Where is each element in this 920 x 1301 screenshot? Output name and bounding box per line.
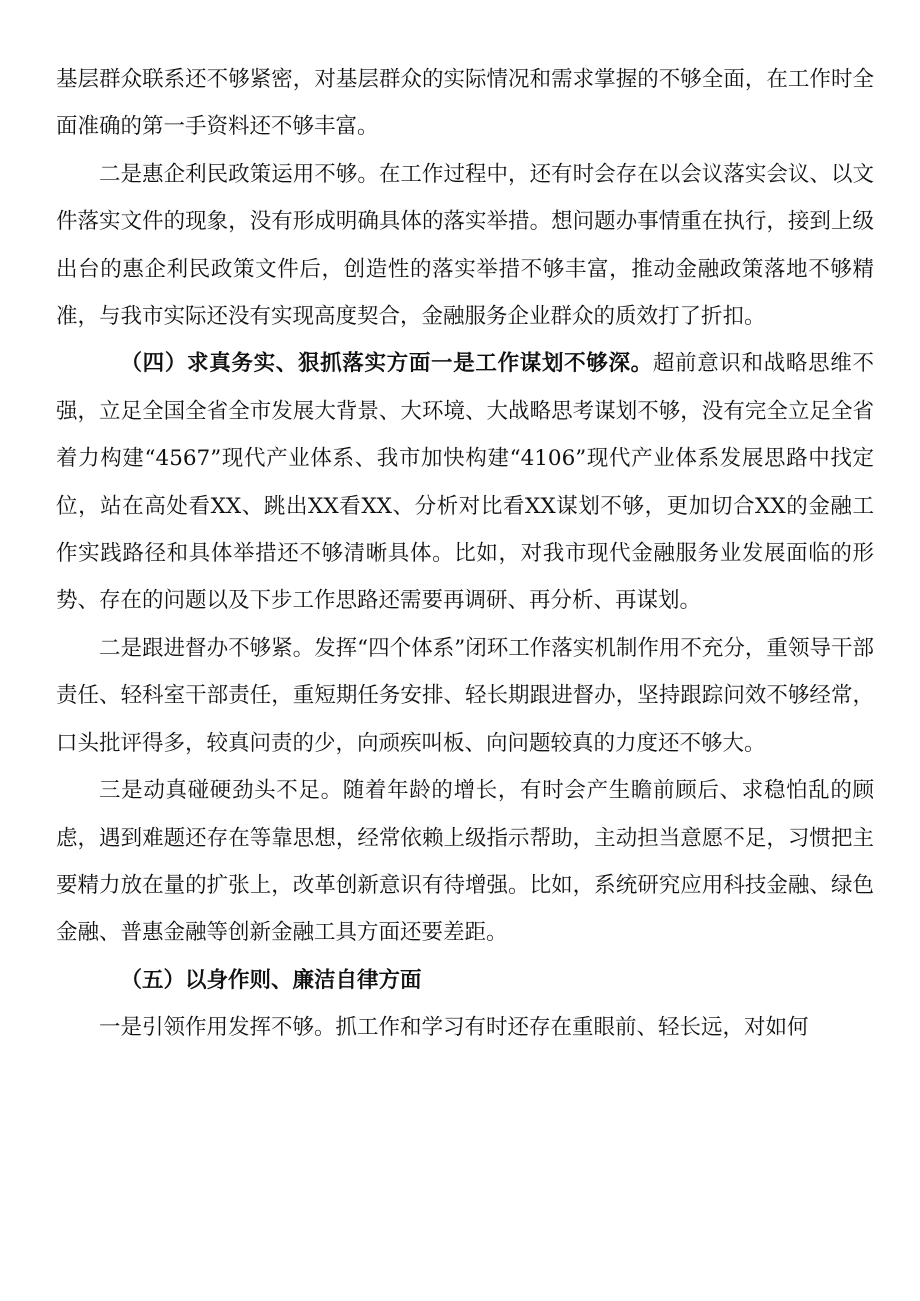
paragraph-courage: 三是动真碰硬劲头不足。随着年龄的增长，有时会产生瞻前顾后、求稳怕乱的顾虑，遇到难题还存在等靠思想，经常依赖上级指示帮助，主动担当意愿不足，习惯把主要精力放在量的扩张上，改革创新意识有待增强。比如，系统研究应用科技金融、绿色金融、普惠金融等创新金融工具方面还要差距。: [56, 778, 874, 946]
section-four-heading: （四）求真务实、狠抓落实方面一是工作谋划不够深。: [120, 351, 653, 377]
paragraph-supervision: 二是跟进督办不够紧。发挥“四个体系”闭环工作落实机制作用不充分，重领导干部责任、轻科室干部责任，重短期任务安排、轻长期跟进督办，坚持跟踪问效不够经常，口头批评得多，较真问责的少，向顽疾叫板、向问题较真的力度还不够大。: [56, 635, 874, 756]
document-body: [56, 56, 874, 1052]
paragraph-continuation: 基层群众联系还不够紧密，对基层群众的实际情况和需求掌握的不够全面，在工作时全面准确的第一手资料还不够丰富。: [56, 67, 874, 140]
paragraph-leadership: 一是引领作用发挥不够。抓工作和学习有时还存在重眼前、轻长远，对如何: [99, 1015, 809, 1041]
paragraph-section-four: [56, 340, 874, 624]
paragraph-policy-application: 二是惠企利民政策运用不够。在工作过程中，还有时会存在以会议落实会议、以文件落实文件的现象，没有形成明确具体的落实举措。想问题办事情重在执行，接到上级出台的惠企利民政策文件后，创造性的落实举措不够丰富，推动金融政策落地不够精准，与我市实际还没有实现高度契合，金融服务企业群众的质效打了折扣。: [56, 161, 874, 330]
section-five-heading: （五）以身作则、廉洁自律方面: [120, 967, 422, 993]
section-four-text: 超前意识和战略思维不强，立足全国全省全市发展大背景、大环境、大战略思考谋划不够，没有完全立足全省着力构建“4567”现代产业体系、我市加快构建“4106”现代产业体系发展思路中找定位，站在高处看XX、跳出XX看XX、分析对比看XX谋划不够，更加切合XX的金融工作实践路径和具体举措还不够清晰具体。比如，对我市现代金融服务业发展面临的形势、存在的问题以及下步工作思路还需要再调研、再分析、再谋划。: [56, 351, 874, 614]
